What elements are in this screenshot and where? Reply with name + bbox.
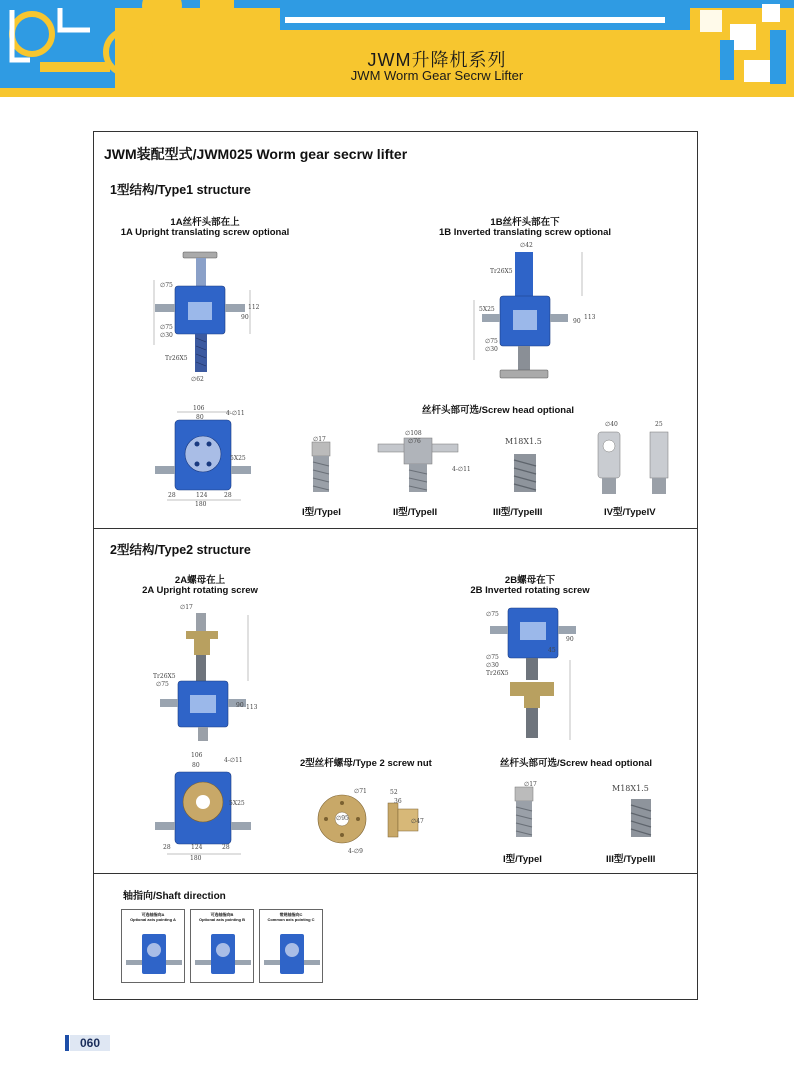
type2b-caption-cn: 2B螺母在下	[504, 575, 556, 586]
dim-label: ∅30	[160, 332, 173, 339]
shaft-option-b-cn: 可选轴指向B	[210, 912, 234, 917]
dim-label: 28	[222, 844, 230, 851]
shaft-option-b-drawing	[191, 910, 253, 982]
page-number	[65, 1035, 109, 1051]
type1-screw-head-title: 丝杆头部可选/Screw head optional	[422, 405, 575, 416]
dim-label: ∅47	[411, 818, 424, 825]
dim-label: ∅75	[160, 324, 173, 331]
dim-label: 5X25	[229, 800, 245, 807]
dim-label: ∅17	[524, 781, 537, 788]
dim-label: 4-∅11	[452, 466, 471, 473]
dim-label: 106	[193, 405, 205, 412]
dim-label: 113	[584, 314, 596, 321]
type2-head-label-2: III型/TypeIII	[606, 854, 656, 865]
dim-label: ∅75	[486, 654, 499, 661]
dim-label: ∅62	[191, 376, 204, 383]
type1-head-label-4: IV型/TypeIV	[604, 507, 656, 518]
dim-label: M18X1.5	[612, 784, 649, 793]
dim-label: 90	[573, 318, 581, 325]
dim-label: ∅75	[160, 282, 173, 289]
dim-label: 4-∅9	[348, 848, 363, 855]
dim-label: 90	[236, 702, 244, 709]
header-title-en: JWM Worm Gear Secrw Lifter	[350, 68, 524, 83]
page-title: JWM装配型式/JWM025 Worm gear secrw lifter	[104, 146, 408, 162]
type1b-caption-en: 1B Inverted translating screw optional	[438, 227, 612, 238]
dim-label: 180	[195, 501, 207, 508]
dim-label: 28	[163, 844, 171, 851]
type1-head-label-1: I型/TypeI	[302, 507, 341, 518]
shaft-option-c-drawing	[260, 910, 322, 982]
type2-screw-head-title: 丝杆头部可选/Screw head optional	[500, 758, 653, 769]
type1-head-label-2: II型/TypeII	[393, 507, 438, 518]
shaft-option-a	[121, 909, 185, 983]
shaft-option-a-drawing	[122, 910, 184, 982]
dim-label: 112	[248, 304, 260, 311]
dim-label: ∅40	[605, 421, 618, 428]
shaft-option-c-en: Common axis pointing C	[267, 917, 315, 922]
dim-label: 80	[192, 762, 200, 769]
dim-label: ∅71	[354, 788, 367, 795]
dim-label: 4-∅11	[224, 757, 243, 764]
dim-label: Tr26X5	[486, 670, 509, 677]
dim-label: ∅76	[408, 438, 421, 445]
dim-label: 80	[196, 414, 204, 421]
dim-label: ∅30	[485, 346, 498, 353]
dim-label: Tr26X5	[153, 673, 176, 680]
dim-label: ∅75	[156, 681, 169, 688]
type1b-drawing	[470, 240, 600, 390]
dim-label: ∅75	[486, 611, 499, 618]
type2a-caption-cn: 2A螺母在上	[174, 575, 226, 586]
dim-label: Tr26X5	[490, 268, 513, 275]
dim-label: 106	[191, 752, 203, 759]
dim-label: 36	[394, 798, 402, 805]
dim-label: ∅30	[486, 662, 499, 669]
type2-nut-title: 2型丝杆螺母/Type 2 screw nut	[300, 758, 432, 769]
dim-label: 124	[191, 844, 203, 851]
shaft-option-b-en: Optional axis pointing B	[199, 917, 245, 922]
shaft-option-b	[190, 909, 254, 983]
type1a-caption-en: 1A Upright translating screw optional	[120, 227, 290, 238]
dim-label: Tr26X5	[165, 355, 188, 362]
section-divider-2	[93, 873, 698, 874]
shaft-option-c	[259, 909, 323, 983]
dim-label: 5X25	[479, 306, 495, 313]
shaft-direction-heading: 轴指向/Shaft direction	[123, 891, 226, 902]
dim-label: 180	[190, 855, 202, 862]
type1b-caption-cn: 1B丝杆头部在下	[490, 217, 560, 228]
type1a-caption-cn: 1A丝杆头部在上	[170, 217, 240, 228]
page-number-bar	[65, 1035, 69, 1051]
shaft-option-a-cn: 可选轴指向A	[141, 912, 165, 917]
dim-label: 5X25	[230, 455, 246, 462]
type2-screw-head-drawings	[505, 785, 665, 845]
type2-heading: 2型结构/Type2 structure	[110, 543, 251, 557]
type2b-caption-en: 2B Inverted rotating screw	[470, 585, 590, 596]
section-divider-1	[93, 528, 698, 529]
dim-label: ∅42	[520, 242, 533, 249]
dim-label: 25	[655, 421, 663, 428]
type2-head-label-1: I型/TypeI	[503, 854, 542, 865]
type2a-caption-en: 2A Upright rotating screw	[142, 585, 258, 596]
page-number-text: 060	[70, 1035, 110, 1051]
dim-label: 124	[196, 492, 208, 499]
dim-label: ∅95	[336, 815, 349, 822]
dim-label: 113	[246, 704, 258, 711]
dim-label: 28	[224, 492, 232, 499]
dim-label: ∅17	[180, 604, 193, 611]
dim-label: ∅75	[485, 338, 498, 345]
dim-label: M18X1.5	[505, 437, 542, 446]
dim-label: 4-∅11	[226, 410, 245, 417]
dim-label: 52	[390, 789, 398, 796]
header-title-cn: JWM升降机系列	[367, 50, 507, 70]
dim-label: 90	[241, 314, 249, 321]
type1-heading: 1型结构/Type1 structure	[110, 183, 251, 197]
type1-screw-head-drawings	[300, 432, 690, 502]
type1-head-label-3: III型/TypeIII	[493, 507, 543, 518]
shaft-option-c-cn: 常规轴指向C	[279, 912, 303, 917]
dim-label: 90	[566, 636, 574, 643]
dim-label: ∅17	[313, 436, 326, 443]
dim-label: 28	[168, 492, 176, 499]
dim-label: 45	[548, 647, 556, 654]
header-banner	[0, 0, 794, 97]
shaft-option-a-en: Optional axis pointing A	[130, 917, 176, 922]
dim-label: ∅108	[405, 430, 422, 437]
